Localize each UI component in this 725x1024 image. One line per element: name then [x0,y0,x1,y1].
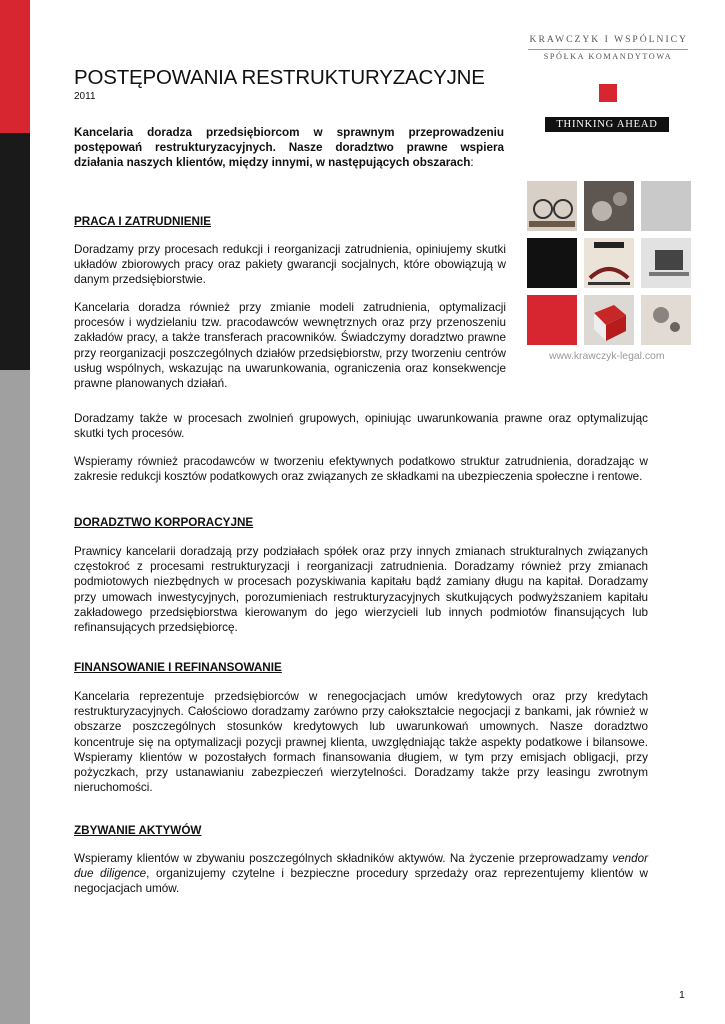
firm-type: SPÓŁKA KOMANDYTOWA [543,52,673,61]
pendulum-photo-tile [584,238,634,288]
black-tile [527,238,577,288]
section-heading-finansowanie: FINANSOWANIE I REFINANSOWANIE [74,661,282,674]
section-paragraph: Doradzamy także w procesach zwolnień grupowych, opiniując uwarunkowania prawne oraz optymalizując skutki tych procesów. [74,412,648,441]
section-heading-korporacyjne: DORADZTWO KORPORACYJNE [74,516,254,529]
section-paragraph [74,851,648,897]
section-paragraph: Wspieramy również pracodawców w tworzeniu efektywnych podatkowo struktur zatrudnienia, doradzając w zakresie redukcji kosztów podatkowych oraz związanych ze składkami na ubezpieczenia społeczne i rentowe. [74,455,648,484]
paragraph-text-after: , organizujemy czytelne i bezpieczne procedury sprzedaży oraz reprezentujemy klientów w negocjacjach umów. [74,867,648,896]
section-paragraph: Kancelaria reprezentuje przedsiębiorców w renegocjacjach umów kredytowych oraz przy kredytach restrukturyzacyjnych. Całościowo doradzamy zarówno przy całokształcie negocjacji z bankami, jak również w obszarze poszczególnych stosunków kredytowych lub uwarunkowań umownych. Nasze doradztwo koncentruje się na optymalizacji pozycji prawnej klienta, uwzględniając także aspekty podatkowe i bilansowe. Wspieramy klientów w pozostałych formach finansowania długiem, w tym przy emisjach obligacji, przy pożyczkach, przy ustanawianiu zabezpieczeń wierzytelności. Doradzamy także przy leasingu zwrotnym nieruchomości. [74,690,648,795]
glasses-photo-tile [527,181,577,231]
photo-mosaic [527,181,691,345]
left-band-red [0,0,30,133]
intro-colon: : [470,156,474,170]
section-heading-zbywanie: ZBYWANIE AKTYWÓW [74,824,202,837]
paragraph-text-before: Wspieramy klientów w zbywaniu poszczególnych składników aktywów. Na życzenie przeprowadzamy [74,852,613,865]
paragraph-italic-term: vendor due diligence [74,852,648,881]
spheres-photo-tile [641,295,691,345]
balls-photo-tile [584,181,634,231]
section-paragraph: Doradzamy przy procesach redukcji i reorganizacji zatrudnienia, opiniujemy skutki układów zbiorowych pracy oraz pakiety gwarancji socjalnych, które obowiązują w danym przedsiębiorstwie. [74,243,506,287]
logo-red-square [599,84,617,102]
section-paragraph: Kancelaria doradza również przy zmianie modeli zatrudnienia, optymalizacji procesów i wydzielaniu tzw. pracodawców wewnętrznych oraz przy przenoszeniu zakładów pracy, a także transferach pracowników. Świadczymy doradztwo prawne przy reorganizacji poszczególnych działów przedsiębiorstw, przy tworzeniu centrów usług wspólnych, wskazując na uwarunkowania, ograniczenia oraz konsekwencje prawne planowanych działań. [74,301,506,391]
page-title: POSTĘPOWANIA RESTRUKTURYZACYJNE [74,66,485,89]
firm-divider [528,49,688,50]
cube-photo-tile [584,295,634,345]
page-number: 1 [679,989,685,1001]
laptop-photo-tile [641,238,691,288]
document-year: 2011 [74,91,96,102]
section-paragraph: Prawnicy kancelarii doradzają przy podziałach spółek oraz przy innych zmianach strukturalnych związanych częstokroć z procesami restrukturyzacji i reorganizacji zatrudnienia. Doradzamy również przy zmianach podmiotowych niezbędnych w procesach pozyskiwania kapitału bądź zamiany długu na kapitał. Doradzamy przy umowach inwestycyjnych, porozumieniach restrukturyzacyjnych skutkujących podwyższaniem kapitału zakładowego przedsiębiorstwa kierowanym do jego wierzycieli lub innych podmiotów finansujących lub refinansujących przedsiębiorcę. [74,545,648,635]
pendulum-icon [584,238,634,288]
spheres-icon [641,295,691,345]
glasses-icon [527,181,577,231]
website-url: www.krawczyk-legal.com [549,351,665,362]
firm-name: KRAWCZYK I WSPÓLNICY [529,34,688,45]
rubiks-cube-icon [584,295,634,345]
laptop-icon [641,238,691,288]
left-band-black [0,133,30,370]
red-tile [527,295,577,345]
left-band-grey [0,370,30,1024]
intro-paragraph [74,125,504,171]
section-heading-praca: PRACA I ZATRUDNIENIE [74,215,212,228]
light-grey-tile [641,181,691,231]
balls-icon [584,181,634,231]
intro-text: Kancelaria doradza przedsiębiorcom w sprawnym przeprowadzeniu postępowań restrukturyzacyjnych. Nasze doradztwo prawne wspiera działania naszych klientów, między innymi, w następujących obszarach [74,126,504,170]
tagline-banner: THINKING AHEAD [545,117,669,132]
